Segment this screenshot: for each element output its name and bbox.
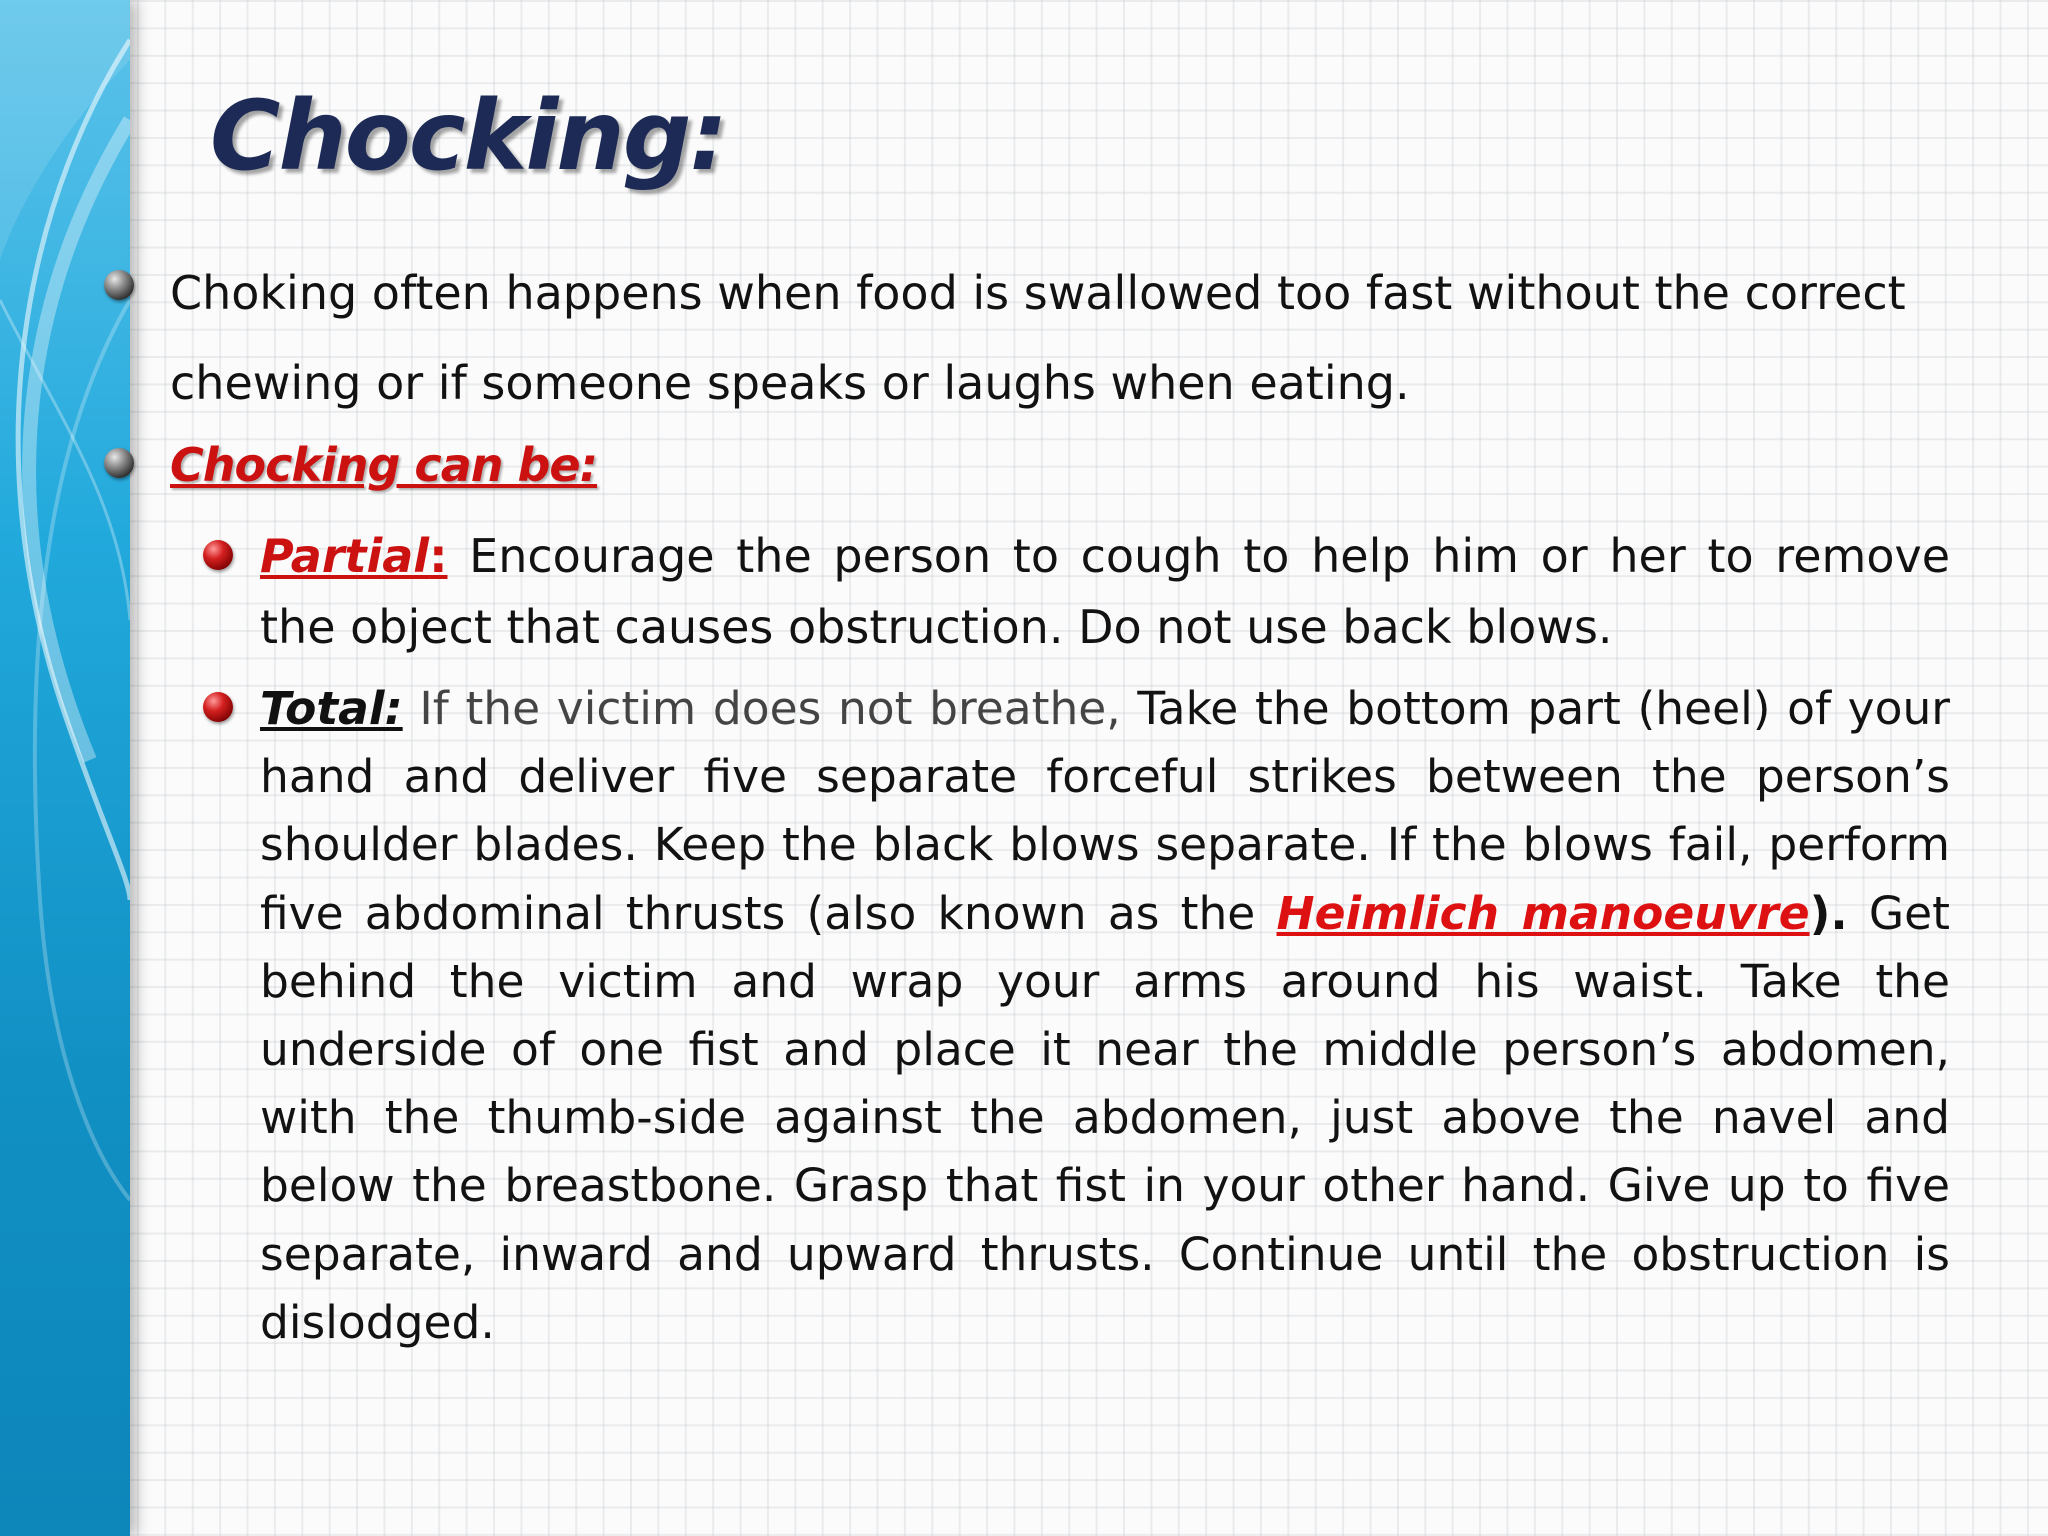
total-close-paren: ). (1809, 886, 1848, 940)
partial-item (260, 521, 1950, 663)
section-heading: Chocking can be: (170, 438, 598, 492)
total-text-b: Get behind the victim and wrap your arms around his waist. Take the underside of one fist and place it near the middle person’s abdomen, with the thumb-side against the abdomen, just above the navel and below the breastbone. Grasp that fist in your other hand. Give up to five separate, inward and upward thrusts. Continue until the obstruction is dislodged. (260, 886, 1950, 1349)
red-bullet-icon (203, 540, 233, 570)
total-text-a: Take the bottom part (heel) of your hand and deliver five separate forceful strikes between the person’s shoulder blades. Keep the black blows separate. If the blows fail, perform five abdominal thrusts (also known as the (260, 682, 1950, 940)
decorative-sidebar (0, 0, 130, 1536)
red-bullet-icon (203, 692, 233, 722)
partial-label: Partial (260, 529, 430, 583)
total-label: Total: (260, 682, 403, 735)
heimlich-link[interactable]: Heimlich manoeuvre (1276, 886, 1810, 940)
bullet-icon (104, 270, 134, 300)
slide-title: Chocking: (210, 80, 726, 192)
sidebar-swirl-graphic (0, 0, 130, 1536)
partial-text: Encourage the person to cough to help him or her to remove the object that causes obstruction. Do not use back blows. (260, 529, 1950, 654)
total-item (260, 675, 1950, 1357)
partial-colon: : (429, 529, 448, 583)
total-text-grey: If the victim does not breathe, (402, 682, 1121, 735)
bullet-icon (104, 448, 134, 478)
intro-paragraph: Choking often happens when food is swallowed too fast without the correct chewing or if someone speaks or laughs when eating. (170, 266, 1906, 410)
